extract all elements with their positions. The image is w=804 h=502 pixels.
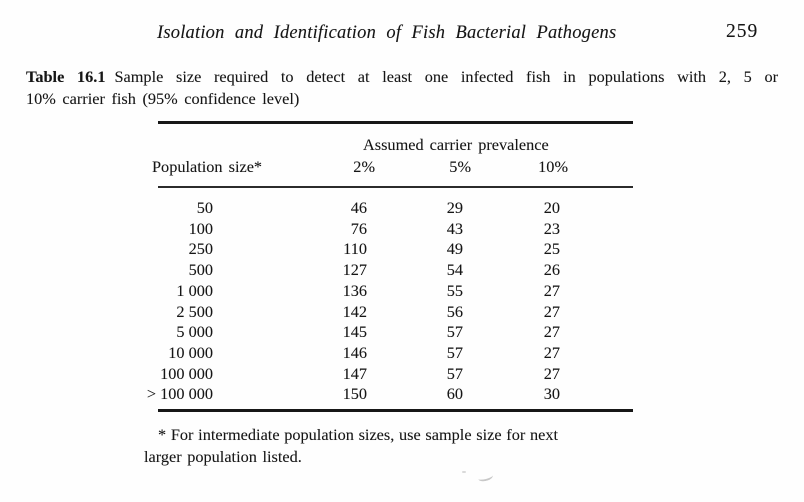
- population-cell: 250: [188, 239, 213, 259]
- population-cell: 5 000: [176, 322, 213, 342]
- column-header-10pct: 10%: [538, 157, 568, 176]
- sample-size-2pct-cell: 146: [342, 342, 367, 362]
- column-header-5pct: 5%: [449, 157, 471, 176]
- column-header-population: Population size*: [152, 157, 263, 176]
- table-top-rule: [158, 121, 633, 124]
- table-row: [144, 198, 633, 219]
- sample-size-5pct-cell: 57: [446, 322, 463, 342]
- sample-size-10pct-cell: 30: [543, 384, 560, 404]
- running-head-title: Isolation and Identification of Fish Bacterial Pathogens: [157, 23, 617, 43]
- population-cell: > 100 000: [146, 384, 213, 404]
- sample-size-5pct-cell: 57: [446, 342, 463, 362]
- caption-text: Sample size required to detect at least one infected fish in populations with 2, 5 or: [114, 67, 779, 86]
- population-cell: 2 500: [176, 301, 213, 321]
- sample-size-5pct-cell: 56: [446, 301, 463, 321]
- sample-size-10pct-cell: 27: [543, 280, 560, 300]
- table-mid-rule: [158, 186, 633, 188]
- footnote-line-2: larger population listed.: [144, 446, 302, 466]
- table-row: [144, 364, 633, 385]
- sample-size-2pct-cell: 142: [342, 301, 367, 321]
- sample-size-5pct-cell: 54: [446, 260, 463, 280]
- sample-size-2pct-cell: 150: [342, 384, 367, 404]
- table-row: [144, 281, 633, 302]
- caption-line-1: [26, 66, 778, 88]
- sample-size-10pct-cell: 27: [543, 301, 560, 321]
- table-caption: [26, 66, 778, 109]
- scan-artifact: [462, 471, 466, 473]
- table-bottom-rule: [158, 409, 633, 412]
- population-cell: 10 000: [168, 342, 213, 362]
- sample-size-10pct-cell: 26: [543, 260, 560, 280]
- table-row: [144, 384, 633, 405]
- data-table: [146, 121, 633, 412]
- sample-size-2pct-cell: 76: [350, 218, 367, 238]
- sample-size-10pct-cell: 27: [543, 342, 560, 362]
- sample-size-10pct-cell: 23: [543, 218, 560, 238]
- table-row: [144, 219, 633, 240]
- column-header-2pct: 2%: [353, 157, 375, 176]
- sample-size-5pct-cell: 43: [446, 218, 463, 238]
- table-row: [144, 260, 633, 281]
- sample-size-10pct-cell: 20: [543, 198, 560, 217]
- footnote-line-1: * For intermediate population sizes, use sample size for next: [158, 425, 558, 444]
- population-cell: 100 000: [160, 363, 213, 383]
- sample-size-5pct-cell: 60: [446, 384, 463, 404]
- sample-size-10pct-cell: 27: [543, 322, 560, 342]
- population-cell: 500: [188, 260, 213, 280]
- sample-size-2pct-cell: 147: [342, 363, 367, 383]
- sample-size-10pct-cell: 27: [543, 363, 560, 383]
- page-number: 259: [726, 21, 759, 42]
- sample-size-5pct-cell: 55: [446, 280, 463, 300]
- population-cell: 1 000: [176, 280, 213, 300]
- sample-size-5pct-cell: 29: [446, 198, 463, 217]
- sample-size-5pct-cell: 57: [446, 363, 463, 383]
- table-body: [144, 198, 633, 409]
- spanning-column-header: Assumed carrier prevalence: [363, 135, 549, 154]
- sample-size-2pct-cell: 46: [350, 198, 367, 217]
- column-header-row: [144, 157, 633, 177]
- sample-size-10pct-cell: 25: [543, 239, 560, 259]
- sample-size-2pct-cell: 136: [342, 280, 367, 300]
- table-row: [144, 322, 633, 343]
- sample-size-2pct-cell: 110: [343, 239, 367, 259]
- table-row: [144, 302, 633, 323]
- table-row: [144, 239, 633, 260]
- population-cell: 100: [188, 218, 213, 238]
- sample-size-2pct-cell: 127: [342, 260, 367, 280]
- scan-artifact: [477, 471, 493, 482]
- population-cell: 50: [196, 198, 213, 217]
- table-label: Table 16.1: [26, 67, 106, 86]
- sample-size-2pct-cell: 145: [342, 322, 367, 342]
- caption-line-2: 10% carrier fish (95% confidence level): [26, 88, 300, 108]
- sample-size-5pct-cell: 49: [446, 239, 463, 259]
- table-row: [144, 343, 633, 364]
- table-footnote: [144, 424, 558, 468]
